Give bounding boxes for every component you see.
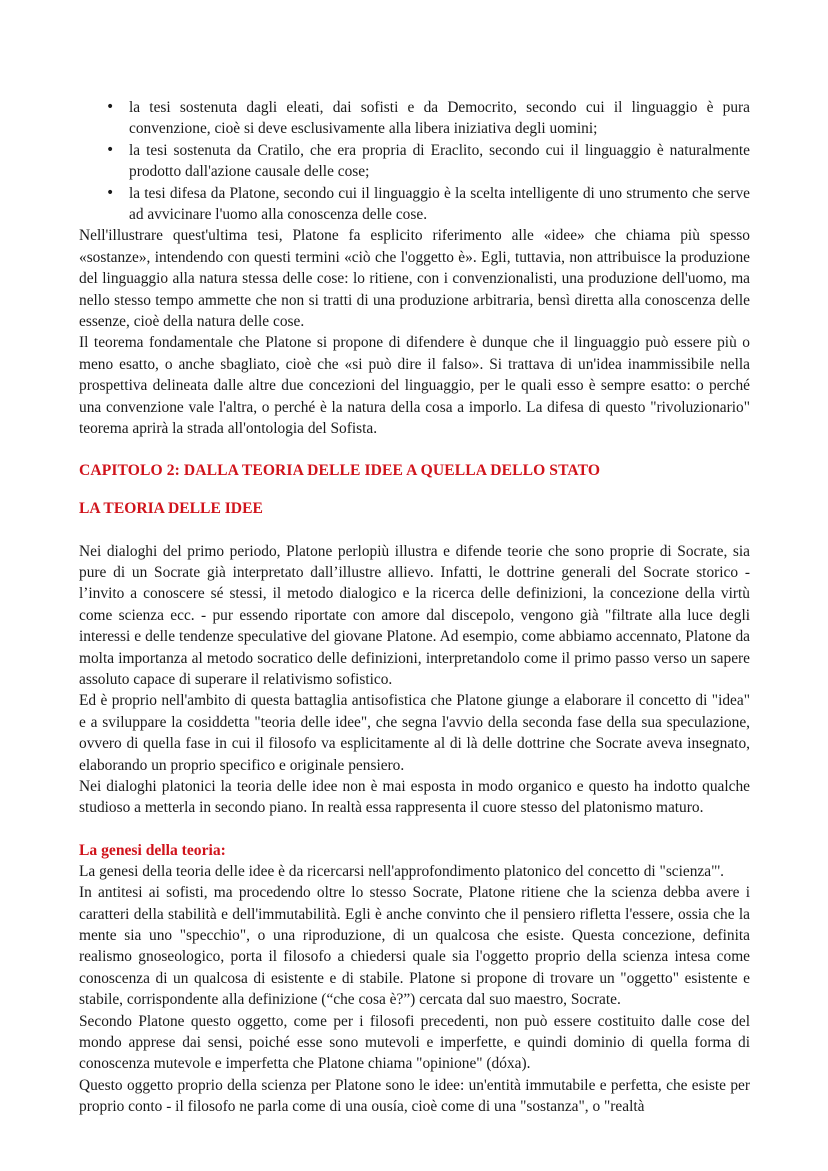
thesis-list (79, 97, 750, 225)
list-item: • la tesi sostenuta da Cratilo, che era propria di Eraclito, secondo cui il linguaggio è naturalmente prodotto dall'azione causale delle cose; (79, 140, 750, 183)
paragraph: Ed è proprio nell'ambito di questa battaglia antisofistica che Platone giunge a elaborare il concetto di "idea" e a sviluppare la cosiddetta "teoria delle idee", che segna l'avvio della seconda fase della sua speculazione, ovvero di quella fase in cui il filosofo va esplicitamente al di là delle dottrine che Socrate aveva insegnato, elaborando un proprio specifico e originale pensiero. (79, 692, 750, 774)
paragraph: Il teorema fondamentale che Platone si propone di difendere è dunque che il linguaggio può essere più o meno esatto, o anche sbagliato, cioè che «si può dire il falso». Si trattava di un'idea inammissibile nella prospettiva delineata dalle altre due concezioni del linguaggio, per le quali esso è sempre esatto: o perché una convenzione vale l'altra, o perché è la natura della cosa a imporlo. La difesa di questo "rivoluzionario" teorema aprirà la strada all'ontologia del Sofista. (79, 334, 750, 438)
document-page (79, 97, 750, 1118)
paragraph: Nei dialoghi platonici la teoria delle idee non è mai esposta in modo organico e questo ha indotto qualche studioso a metterla in secondo piano. In realtà essa rappresenta il cuore stesso del platonismo maturo. (79, 777, 750, 817)
chapter-title: CAPITOLO 2: DALLA TEORIA DELLE IDEE A QUELLA DELLO STATO (79, 461, 601, 479)
paragraph: Secondo Platone questo oggetto, come per i filosofi precedenti, non può essere costituito dalle cose del mondo apprese dai sensi, poiché esse sono mutevoli e imperfette, e quindi dominio di quella forma di conoscenza mutevole e imperfetta che Platone chiama "opinione" (dóxa). (79, 1012, 750, 1073)
section-title: LA TEORIA DELLE IDEE (79, 499, 263, 517)
subsection-title: La genesi della teoria: (79, 841, 226, 859)
paragraph: La genesi della teoria delle idee è da ricercarsi nell'approfondimento platonico del concetto di "scienza"'. (79, 862, 725, 880)
paragraph: Nei dialoghi del primo periodo, Platone perlopiù illustra e difende teorie che sono proprie di Socrate, sia pure di un Socrate già interpretato dall’illustre allievo. Infatti, le dottrine generali del Socrate storico - l’invito a conoscere sé stessi, il metodo dialogico e la ricerca delle definizioni, la concezione della virtù come scienza ecc. - pur essendo riportate con amore dal discepolo, vengono già "filtrate alla luce degli interessi e delle tendenze speculative del giovane Platone. Ad esempio, come abbiamo accennato, Platone da molta importanza al metodo socratico delle definizioni, interpretandolo come il primo passo verso un sapere assoluto capace di superare il relativismo sofistico. (79, 542, 750, 688)
paragraph: Questo oggetto proprio della scienza per Platone sono le idee: un'entità immutabile e perfetta, che esiste per proprio conto - il filosofo ne parla come di una ousía, cioè come di una "sostanza", o "realtà (79, 1076, 750, 1116)
paragraph: In antitesi ai sofisti, ma procedendo oltre lo stesso Socrate, Platone ritiene che la scienza debba avere i caratteri della stabilità e dell'immutabilità. Egli è anche convinto che il pensiero rifletta l'essere, ossia che la mente sia uno "specchio", o una riproduzione, di un qualcosa che esiste. Questa concezione, definita realismo gnoseologico, porta il filosofo a chiedersi quale sia l'oggetto proprio della scienza intesa come conoscenza di un qualcosa di esistente e di stabile. Platone si propone di trovare un "oggetto" esistente e stabile, corrispondente alla definizione (“che cosa è?”) cercata dal suo maestro, Socrate. (79, 884, 750, 1009)
list-item: • la tesi difesa da Platone, secondo cui il linguaggio è la scelta intelligente di uno strumento che serve ad avvicinare l'uomo alla conoscenza delle cose. (79, 183, 750, 226)
section-body (79, 541, 750, 819)
paragraph: Nell'illustrare quest'ultima tesi, Platone fa esplicito riferimento alle «idee» che chiama più spesso «sostanze», intendendo con questi termini «ciò che l'oggetto è». Egli, tuttavia, non attribuisce la produzione del linguaggio alla natura stessa delle cose: lo ritiene, con i convenzionalisti, una produzione dell'uomo, ma nello stesso tempo ammette che non si tratti di una produzione arbitraria, bensì diretta alla conoscenza delle essenze, cioè della natura delle cose. (79, 227, 750, 331)
list-item: • la tesi sostenuta dagli eleati, dai sofisti e da Democrito, secondo cui il linguaggio è pura convenzione, cioè si deve esclusivamente alla libera iniziativa degli uomini; (79, 97, 750, 140)
subsection-body (79, 861, 750, 1118)
